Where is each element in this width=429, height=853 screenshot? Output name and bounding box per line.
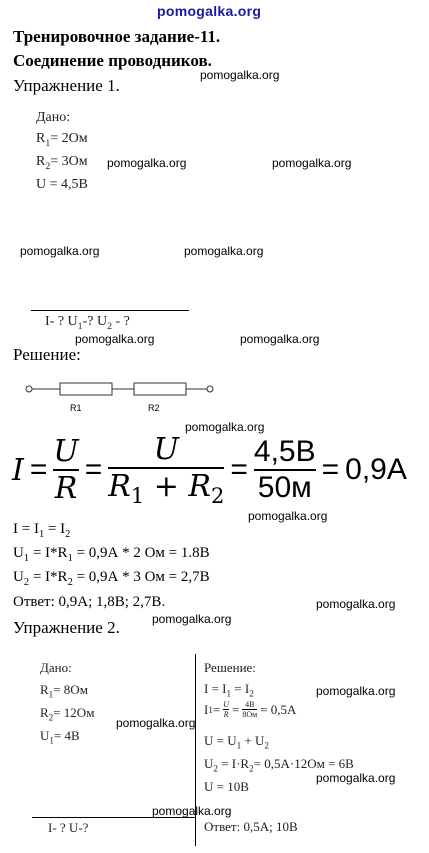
watermark-14: pomogalka.org	[316, 684, 396, 698]
ex1-given-r1: $R_1= 2Ом$	[36, 131, 88, 149]
watermark-13: pomogalka.org	[152, 804, 232, 818]
ex2-current-equality: $I = I_1 = I_2$	[204, 681, 254, 699]
watermark-11: pomogalka.org	[152, 612, 232, 626]
ex1-u1-line: $U_1 = I*R_1 = 0,9А * 2$ Ом = 1.8В	[13, 545, 210, 564]
ex2-solution-label: Решение:	[204, 660, 256, 675]
resistor-r2-label: R2	[148, 403, 160, 413]
ex1-find: I- ? $U_1-$? $U_2$ - ?	[45, 314, 130, 332]
ex1-given-r2: $R_2= 3Ом$	[36, 154, 88, 172]
resistor-r1	[60, 383, 112, 395]
ex1-answer: Ответ: 0,9А; 1,8В; 2,7В.	[13, 594, 166, 610]
ex2-heading: Упражнение 2.	[13, 618, 120, 637]
ex2-given-label: Дано:	[40, 660, 72, 675]
ex2-given-r1: $R_1= 8Ом$	[40, 682, 88, 700]
ex1-given-u: U = 4,5В	[36, 177, 88, 192]
watermark-2: pomogalka.org	[107, 156, 187, 170]
watermark-8: pomogalka.org	[185, 420, 265, 434]
ex2-u2-calc: $U_2 = I\cdot R_2= 0,5А\cdot 12Ом = 6В$	[204, 756, 354, 774]
ex1-current-equality: $I = I_1 = I_2$	[13, 521, 71, 540]
ex2-current-calc: I 1 = $\frac{U}{R}$ = $\frac{4В}{8Ом}$ = 0,5А	[204, 700, 297, 719]
ex2-find: I- ? U-?	[48, 820, 89, 835]
watermark-15: pomogalka.org	[316, 771, 396, 785]
watermark-6: pomogalka.org	[75, 332, 155, 346]
ex2-answer: Ответ: 0,5А; 10В	[204, 819, 298, 834]
ex1-u2-line: $U_2 = I*R_2 = 0,9А * 3$ Ом = 2,7В	[13, 569, 210, 588]
series-circuit-diagram	[25, 378, 220, 418]
resistor-r2	[134, 383, 186, 395]
watermark-12: pomogalka.org	[116, 716, 196, 730]
ex2-voltage-sum: $U = U_1 + U_2$	[204, 733, 269, 751]
ex2-total-voltage: U = 10В	[204, 779, 249, 794]
ex1-solution-label: Решение:	[13, 345, 81, 364]
ex1-given-label: Дано:	[36, 110, 71, 125]
ex1-heading: Упражнение 1.	[13, 76, 120, 95]
given-divider	[31, 310, 189, 311]
site-watermark-top[interactable]: pomogalka.org	[157, 3, 262, 19]
ohm-law-formula: I = $\frac{U}{R}$ = $\frac{U}{R_1 + R_2}$ = $\frac{4,5В}{50м}$ = 0,9А	[12, 432, 407, 508]
watermark-4: pomogalka.org	[20, 244, 100, 258]
watermark-7: pomogalka.org	[240, 332, 320, 346]
watermark-3: pomogalka.org	[272, 156, 352, 170]
watermark-5: pomogalka.org	[184, 244, 264, 258]
title-line-1: Тренировочное задание-11.	[13, 27, 221, 46]
watermark-1: pomogalka.org	[200, 68, 280, 82]
ex2-given-u1: $U_1= 4В$	[40, 728, 80, 746]
resistor-r1-label: R1	[70, 403, 82, 413]
ex2-given-r2: $R_2= 12Ом$	[40, 705, 95, 723]
title-line-2: Соединение проводников.	[13, 51, 212, 70]
watermark-10: pomogalka.org	[316, 597, 396, 611]
watermark-9: pomogalka.org	[248, 509, 328, 523]
